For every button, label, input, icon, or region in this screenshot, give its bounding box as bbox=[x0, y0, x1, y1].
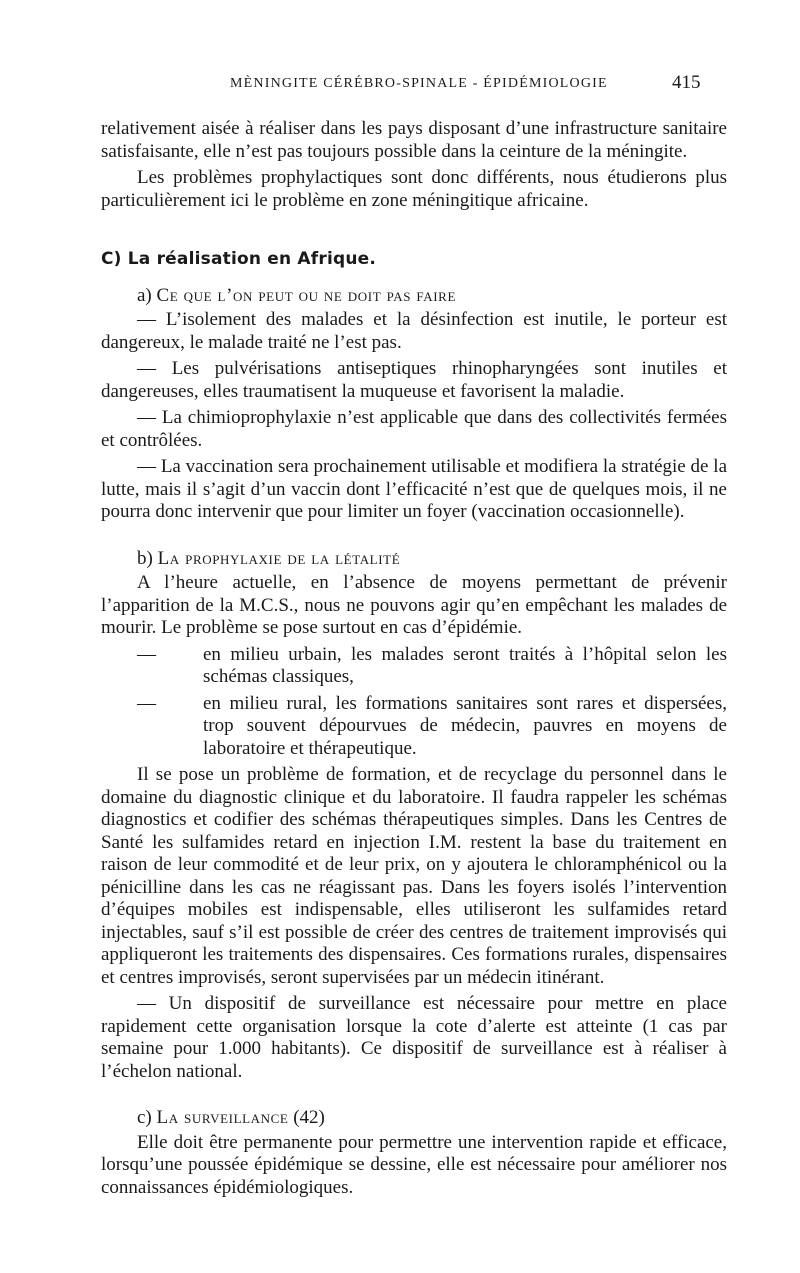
problems-paragraph: Les problèmes prophylactiques sont donc différents, nous étudierons plus particulièrement ici le problème en zone méningitique africaine. bbox=[101, 167, 727, 211]
subsection-letter: c) bbox=[137, 1107, 152, 1128]
page-number: 415 bbox=[672, 72, 701, 93]
list-item bbox=[137, 693, 727, 761]
reference-number: (42) bbox=[293, 1107, 325, 1128]
subsection-heading-a bbox=[101, 285, 727, 308]
subsection-heading-c bbox=[101, 1107, 727, 1130]
subsection-title: Ce que l’on peut ou ne doit pas faire bbox=[156, 284, 456, 306]
paragraph: — L’isolement des malades et la désinfection est inutile, le porteur est dangereux, le malade traité ne l’est pas. bbox=[101, 309, 727, 353]
intro-paragraph: relativement aisée à réaliser dans les pays disposant d’une infrastructure sanitaire satisfaisante, elle n’est pas toujours possible dans la ceinture de la méningite. bbox=[101, 118, 727, 162]
paragraph: Elle doit être permanente pour permettre une intervention rapide et efficace, lorsqu’une poussée épidémique se dessine, elle est nécessaire pour améliorer nos connaissances épidémiologiques. bbox=[101, 1131, 727, 1198]
paragraph: — Un dispositif de surveillance est nécessaire pour mettre en place rapidement cette organisation lorsque la cote d’alerte est atteinte (1 cas par semaine pour 1.000 habitants). Ce dispositif de surveillance est à réaliser à l’échelon national. bbox=[101, 993, 727, 1082]
list-item-text: en milieu rural, les formations sanitaires sont rares et dispersées, trop souvent dépourvues de médecin, pauvres en moyens de laboratoire et thérapeutique. bbox=[203, 692, 727, 759]
list-item bbox=[137, 644, 727, 689]
dash-marker: — bbox=[137, 643, 156, 665]
subsection-title: La surveillance bbox=[156, 1107, 289, 1128]
subsection-title: La prophylaxie de la létalité bbox=[157, 547, 401, 569]
section-heading-c: C) La réalisation en Afrique. bbox=[101, 249, 377, 269]
paragraph: A l’heure actuelle, en l’absence de moyens permettant de prévenir l’apparition de la M.C.S., nous ne pouvons agir qu’en empêchant les malades de mourir. Le problème se pose surtout en cas d’épidémie. bbox=[101, 572, 727, 638]
subsection-letter: b) bbox=[137, 547, 153, 569]
list-item-text: en milieu urbain, les malades seront traités à l’hôpital selon les schémas classiques, bbox=[203, 643, 727, 687]
body-text bbox=[101, 118, 727, 1199]
subsection-heading-b bbox=[101, 548, 727, 571]
running-title: MÈNINGITE CÉRÉBRO-SPINALE - ÉPIDÉMIOLOGIE bbox=[230, 76, 608, 91]
dash-marker: — bbox=[137, 692, 156, 714]
paragraph: Il se pose un problème de formation, et de recyclage du personnel dans le domaine du diagnostic clinique et du laboratoire. Il faudra rappeler les schémas diagnostics et codifier des schémas thérapeutiques simples. Dans les Centres de Santé les sulfamides retard en injection I.M. restent la base du traitement en raison de leur commodité et de leur prix, on y ajoutera le chloramphénicol ou la pénicilline dans les cas ne réagissant pas. Dans les foyers isolés l’intervention d’équipes mobiles est indispensable, elles utiliseront les sulfamides retard injectables, sauf s’il est possible de créer des centres de traitement improvisés qui appliqueront les traitements des dispensaires. Ces formations rurales, dispensaires et centres improvisés, seront supervisées par un médecin itinérant. bbox=[101, 764, 727, 988]
paragraph: — La chimioprophylaxie n’est applicable que dans des collectivités fermées et contrôlées. bbox=[101, 407, 727, 451]
paragraph: — Les pulvérisations antiseptiques rhinopharyngées sont inutiles et dangereuses, elles traumatisent la muqueuse et favorisent la maladie. bbox=[101, 358, 727, 402]
paragraph: — La vaccination sera prochainement utilisable et modifiera la stratégie de la lutte, mais il s’agit d’un vaccin dont l’efficacité n’est que de quelques mois, il ne pourra donc intervenir que pour limiter un foyer (vaccination occasionnelle). bbox=[101, 456, 727, 522]
subsection-letter: a) bbox=[137, 284, 152, 306]
